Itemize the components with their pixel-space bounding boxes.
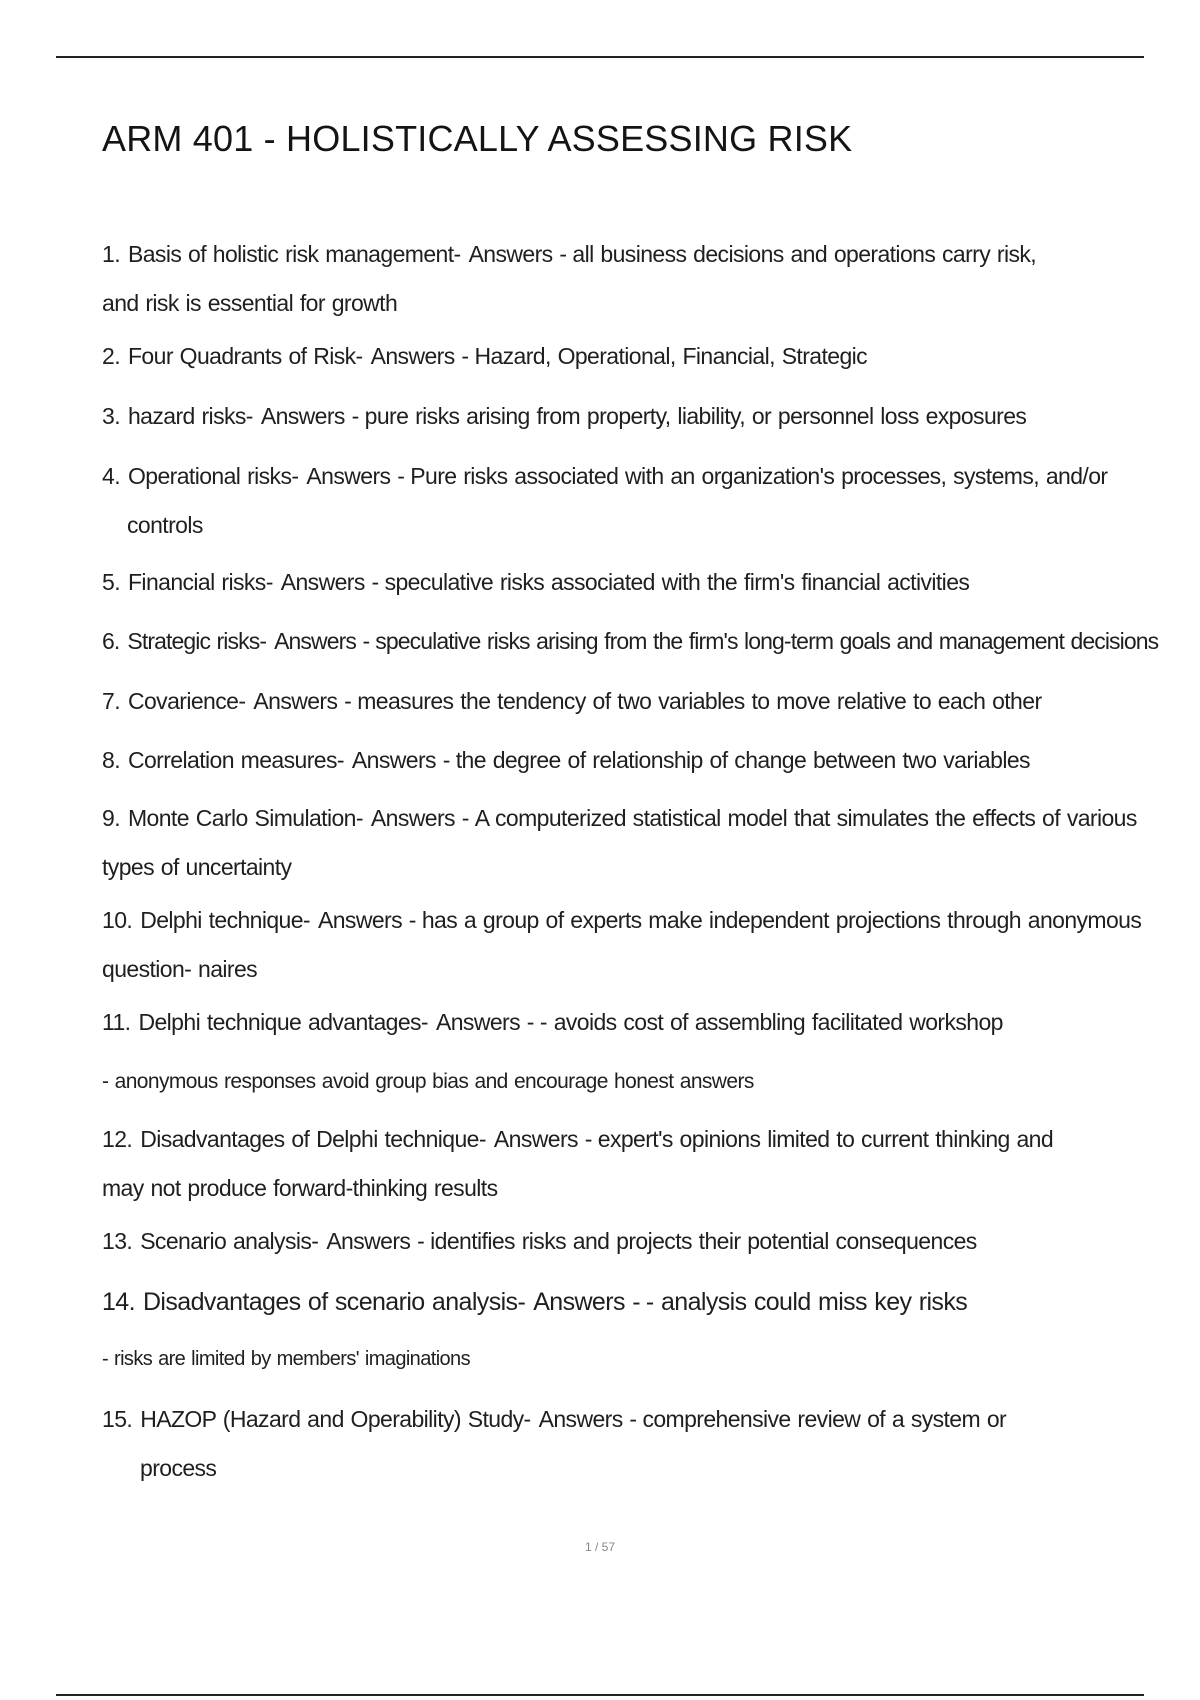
item-number: 9. <box>102 805 120 831</box>
answer-tag: Answers - <box>274 628 370 654</box>
item-term: Financial risks- <box>127 569 273 595</box>
item-number: 10. <box>102 907 133 933</box>
item-number: 12. <box>102 1126 133 1152</box>
answer-tag: Answers - <box>351 747 450 773</box>
item-term: Strategic risks- <box>127 628 267 654</box>
item-term: Disadvantages of Delphi technique- <box>140 1126 486 1152</box>
item-answer-continued: process <box>140 1455 217 1481</box>
qa-item-11 <box>102 998 1160 1106</box>
qa-item-1 <box>102 230 1160 328</box>
item-term: Basis of holistic risk management- <box>127 241 461 267</box>
item-answer: speculative risks associated with the firm's financial activities <box>384 569 970 595</box>
item-number: 2. <box>102 343 120 369</box>
item-term: HAZOP (Hazard and Operability) Study- <box>140 1406 531 1432</box>
item-answer-continued: - anonymous responses avoid group bias and encourage honest answers <box>102 1070 754 1093</box>
qa-item-7 <box>102 677 1160 726</box>
item-term: Delphi technique advantages- <box>138 1009 428 1035</box>
qa-item-2 <box>102 332 1160 381</box>
qa-item-14 <box>102 1278 1160 1384</box>
answer-tag: Answers - <box>326 1228 425 1254</box>
answer-tag: Answers - <box>253 688 352 714</box>
item-term: Monte Carlo Simulation- <box>127 805 363 831</box>
answer-tag: Answers - <box>538 1406 637 1432</box>
item-answer: Hazard, Operational, Financial, Strategic <box>474 343 868 369</box>
qa-item-15 <box>102 1395 1160 1493</box>
qa-item-13 <box>102 1217 1160 1266</box>
answer-tag: Answers - <box>436 1009 534 1035</box>
top-rule <box>56 56 1144 58</box>
item-term: Operational risks- <box>127 463 299 489</box>
item-number: 13. <box>102 1228 133 1254</box>
item-answer-continued: and risk is essential for growth <box>102 290 398 316</box>
qa-item-9 <box>102 794 1160 892</box>
answer-tag: Answers - <box>306 463 405 489</box>
document-title: ARM 401 - HOLISTICALLY ASSESSING RISK <box>102 118 853 159</box>
answer-tag: Answers - <box>468 241 567 267</box>
item-answer: - analysis could miss key risks <box>645 1288 968 1316</box>
item-answer: Pure risks associated with an organization's processes, systems, and/or <box>410 463 1108 489</box>
item-answer: comprehensive review of a system or <box>642 1406 1007 1432</box>
item-term: Delphi technique- <box>140 907 310 933</box>
item-number: 4. <box>102 463 120 489</box>
item-number: 8. <box>102 747 120 773</box>
item-answer-continued: may not produce forward-thinking results <box>102 1175 498 1201</box>
item-answer: identifies risks and projects their potential consequences <box>430 1228 977 1254</box>
item-answer-continued: question- naires <box>102 956 258 982</box>
item-answer: all business decisions and operations carry risk, <box>572 241 1037 267</box>
item-answer: - avoids cost of assembling facilitated workshop <box>539 1009 1003 1035</box>
answer-tag: Answers - <box>493 1126 592 1152</box>
item-term: Disadvantages of scenario analysis- <box>142 1288 526 1316</box>
qa-item-12 <box>102 1115 1160 1213</box>
qa-item-8 <box>102 736 1160 785</box>
item-number: 5. <box>102 569 120 595</box>
item-term: Covarience- <box>127 688 246 714</box>
bottom-rule <box>56 1694 1144 1696</box>
item-answer: expert's opinions limited to current thinking and <box>597 1126 1054 1152</box>
qa-item-10 <box>102 896 1160 994</box>
answer-tag: Answers - <box>370 805 469 831</box>
item-number: 14. <box>102 1288 135 1316</box>
item-answer-continued: types of uncertainty <box>102 854 292 880</box>
qa-item-4 <box>102 452 1160 550</box>
item-answer: has a group of experts make independent projections through anonymous <box>421 907 1142 933</box>
qa-item-3 <box>102 392 1160 441</box>
item-number: 6. <box>102 628 120 654</box>
answer-tag: Answers - <box>370 343 469 369</box>
item-answer: the degree of relationship of change between two variables <box>455 747 1030 773</box>
item-answer: speculative risks arising from the firm's long-term goals and management decisions <box>375 628 1159 654</box>
answer-tag: Answers - <box>533 1288 640 1316</box>
item-term: Correlation measures- <box>127 747 344 773</box>
item-answer: pure risks arising from property, liability, or personnel loss exposures <box>364 403 1027 429</box>
answer-tag: Answers - <box>280 569 379 595</box>
item-term: Four Quadrants of Risk- <box>127 343 363 369</box>
item-number: 11. <box>102 1009 131 1035</box>
item-answer-continued: - risks are limited by members' imaginations <box>102 1348 470 1370</box>
item-answer-continued: controls <box>127 512 203 538</box>
item-number: 1. <box>102 241 120 267</box>
item-term: Scenario analysis- <box>140 1228 319 1254</box>
item-number: 15. <box>102 1406 133 1432</box>
qa-item-6 <box>102 617 1160 666</box>
answer-tag: Answers - <box>260 403 359 429</box>
answer-tag: Answers - <box>318 907 416 933</box>
qa-item-5 <box>102 558 1160 607</box>
page-number: 1 / 57 <box>584 1540 616 1554</box>
item-number: 3. <box>102 403 120 429</box>
item-answer: A computerized statistical model that simulates the effects of various <box>474 805 1137 831</box>
item-number: 7. <box>102 688 120 714</box>
item-answer: measures the tendency of two variables to move relative to each other <box>357 688 1042 714</box>
item-term: hazard risks- <box>127 403 253 429</box>
